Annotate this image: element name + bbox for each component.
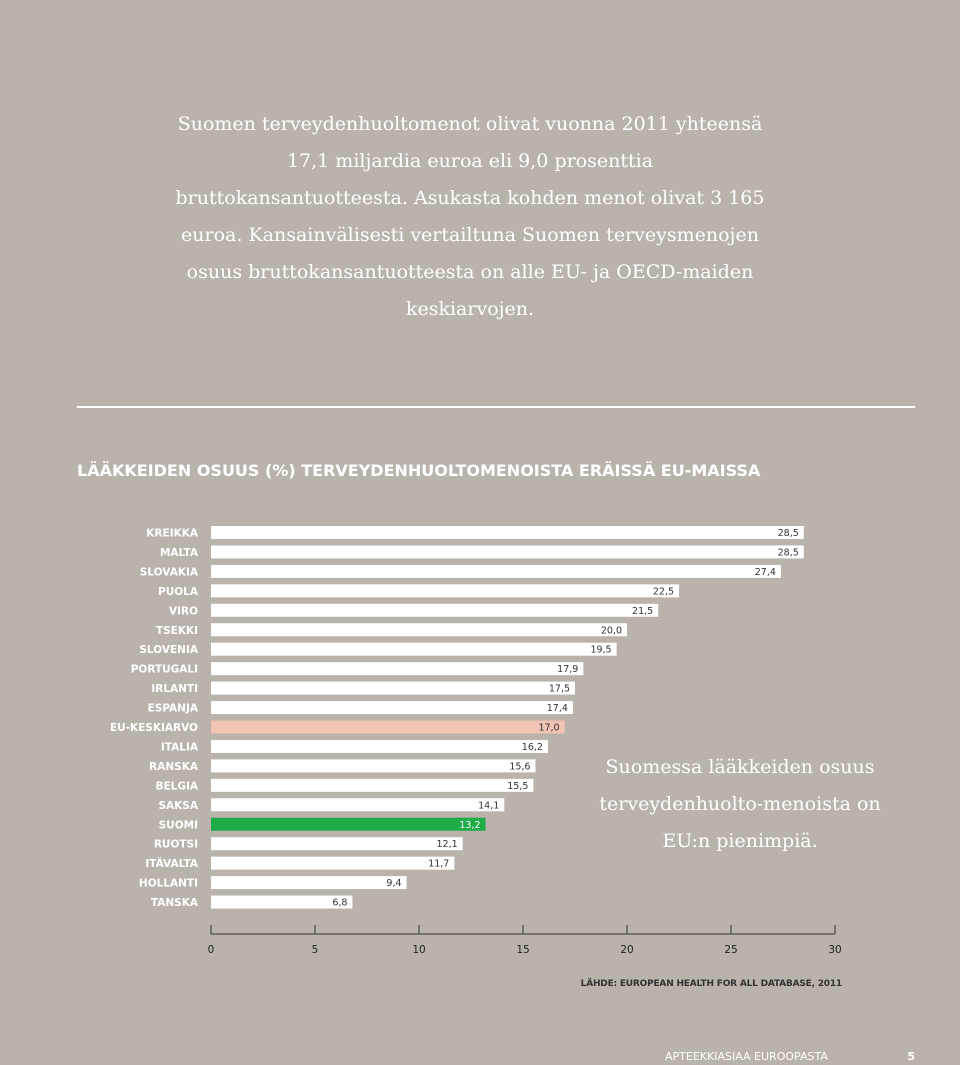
category-label: HOLLANTI	[138, 877, 198, 890]
bar	[211, 701, 573, 714]
category-label: ESPANJA	[147, 702, 198, 715]
value-label: 17,9	[557, 664, 579, 676]
x-tick-label: 20	[620, 944, 634, 956]
category-label: IRLANTI	[151, 683, 198, 696]
bar	[211, 682, 575, 695]
bar	[211, 798, 504, 811]
bar	[211, 876, 407, 889]
bar	[211, 604, 658, 617]
category-label: RANSKA	[149, 760, 198, 773]
intro-paragraph: Suomen terveydenhuoltomenot olivat vuonna 2011 yhteensä 17,1 miljardia euroa eli 9,0 prosenttia bruttokansantuotteesta. Asukasta kohden menot olivat 3 165 euroa. Kansainvälisesti vertailtuna Suomen terveysmenojen osuus bruttokansantuotteesta on alle EU- ja OECD-maiden keskiarvojen.	[175, 113, 765, 320]
x-tick-label: 15	[516, 944, 530, 956]
bar	[211, 643, 617, 656]
bar	[211, 623, 627, 636]
category-label: ITÄVALTA	[145, 858, 198, 871]
bar	[211, 759, 535, 772]
bar	[211, 545, 804, 558]
category-label: SUOMI	[158, 819, 198, 832]
bar	[211, 779, 533, 792]
category-label: KREIKKA	[146, 527, 198, 540]
value-label: 17,0	[538, 722, 560, 734]
value-label: 20,0	[600, 625, 622, 637]
value-label: 15,5	[507, 780, 529, 792]
chart-title: LÄÄKKEIDEN OSUUS (%) TERVEYDENHUOLTOMENOISTA ERÄISSÄ EU-MAISSA	[77, 461, 761, 480]
value-label: 17,4	[546, 703, 568, 715]
value-label: 22,5	[652, 586, 674, 598]
x-tick-label: 30	[828, 944, 842, 956]
x-tick-label: 0	[207, 944, 215, 956]
bar	[211, 526, 804, 539]
x-tick-label: 5	[311, 944, 319, 956]
bar	[211, 896, 352, 909]
x-tick-label: 10	[412, 944, 426, 956]
category-label: RUOTSI	[153, 838, 198, 851]
category-label: SAKSA	[158, 799, 198, 812]
value-label: 15,6	[509, 761, 531, 773]
value-label: 6,8	[332, 897, 348, 909]
category-label: SLOVAKIA	[139, 566, 198, 579]
source-note: LÄHDE: EUROPEAN HEALTH FOR ALL DATABASE, 2011	[580, 979, 842, 989]
value-label: 28,5	[777, 547, 799, 559]
category-label: TSEKKI	[155, 624, 198, 637]
value-label: 9,4	[386, 878, 402, 890]
category-label: SLOVENIA	[139, 644, 198, 657]
category-label: ITALIA	[160, 741, 198, 754]
page-number: 5	[907, 1050, 915, 1063]
category-label: VIRO	[168, 605, 198, 618]
footer	[665, 1050, 915, 1063]
x-tick-label: 25	[724, 944, 738, 956]
footer-label: APTEEKKIASIAA EUROOPASTA	[665, 1050, 828, 1063]
bar	[211, 818, 486, 831]
value-label: 16,2	[521, 741, 543, 753]
value-label: 21,5	[632, 605, 654, 617]
value-label: 17,5	[548, 683, 570, 695]
category-label: BELGIA	[155, 780, 198, 793]
value-label: 13,2	[459, 819, 481, 831]
value-label: 19,5	[590, 644, 612, 656]
bar	[211, 857, 454, 870]
value-label: 28,5	[777, 528, 799, 539]
bar	[211, 584, 679, 597]
bar	[211, 740, 548, 753]
bar	[211, 721, 565, 734]
value-label: 12,1	[436, 839, 458, 851]
value-label: 11,7	[428, 858, 450, 870]
category-label: PORTUGALI	[130, 663, 198, 676]
category-label: PUOLA	[158, 585, 198, 598]
bar	[211, 662, 583, 675]
category-label: EU-KESKIARVO	[109, 722, 198, 734]
bar	[211, 565, 781, 578]
callout-text: Suomessa lääkkeiden osuus terveydenhuolto-menoista on EU:n pienimpiä.	[599, 756, 881, 852]
bar	[211, 837, 463, 850]
category-label: MALTA	[159, 546, 198, 559]
value-label: 14,1	[478, 800, 500, 812]
value-label: 27,4	[754, 566, 776, 578]
category-label: TANSKA	[150, 897, 198, 910]
